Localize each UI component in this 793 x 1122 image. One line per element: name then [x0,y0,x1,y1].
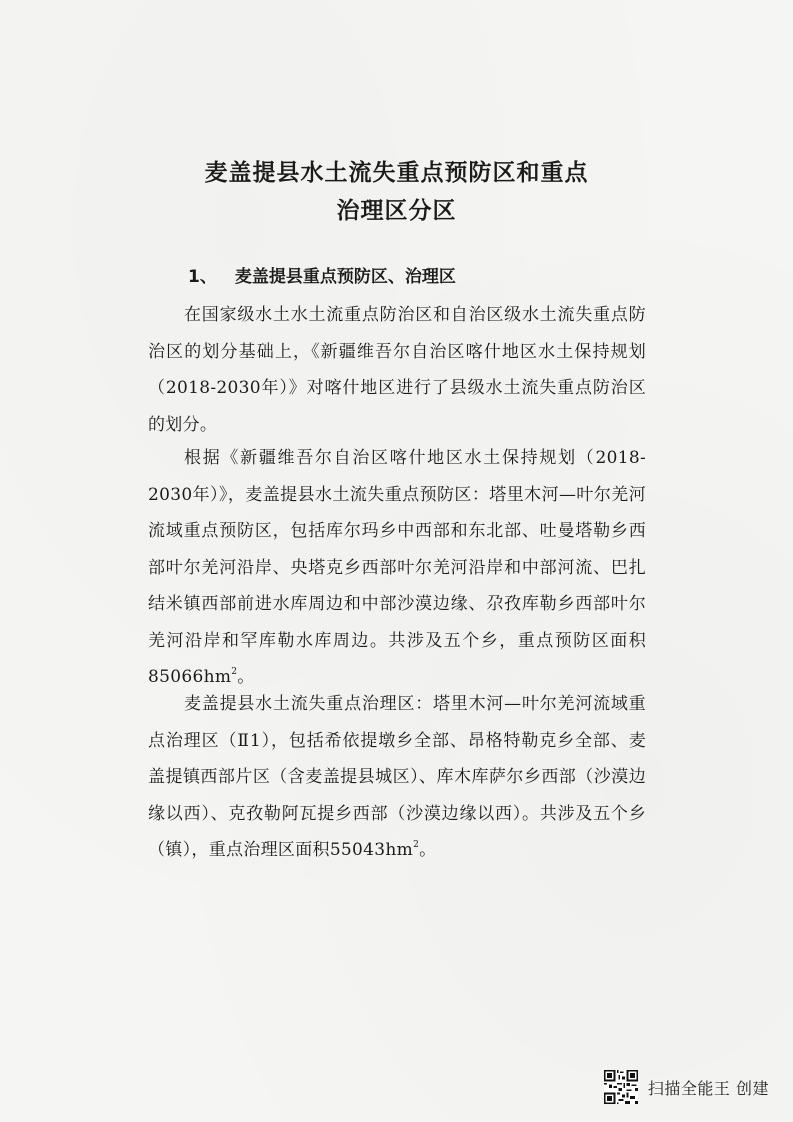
scanner-watermark [604,1070,769,1104]
paragraph-3-area-superscript: 2 [413,840,420,850]
paragraph-3-text: 麦盖提县水土流失重点治理区：塔里木河—叶尔羌河流域重点治理区（Ⅱ1），包括希依提墩乡全部、昂格特勒克乡全部、麦盖提镇西部片区（含麦盖提县城区）、库木库萨尔乡西部（沙漠边缘以西）、克孜勒阿瓦提乡西部（沙漠边缘以西）。共涉及五个乡（镇），重点治理区面积 [148,694,646,860]
paragraph-3-end: 。 [419,840,437,860]
watermark-label: 扫描全能王 创建 [647,1078,769,1098]
paragraph-2 [148,440,646,696]
section-heading [188,262,456,292]
paragraph-1: 在国家级水土水土流重点防治区和自治区级水土流失重点防治区的划分基础上，《新疆维吾尔自治区喀什地区水土保持规划（2018-2030年）》对喀什地区进行了县级水土流失重点防治区的划分。 [148,305,646,435]
section-number: 1、 [188,267,217,287]
paragraph-2-area-superscript: 2 [231,667,238,677]
paragraph-2-end: 。 [237,667,255,687]
qr-code-icon [604,1070,638,1104]
section-heading-text: 麦盖提县重点预防区、治理区 [234,267,456,287]
paragraph-3 [148,686,646,869]
document-title-line1: 麦盖提县水土流失重点预防区和重点 [204,160,589,186]
paragraph-2-text: 根据《新疆维吾尔自治区喀什地区水土保持规划（2018-2030年）》，麦盖提县水土流失重点预防区：塔里木河—叶尔羌河流域重点预防区，包括库尔玛乡中西部和东北部、吐曼塔勒乡西部叶尔羌河沿岸、央塔克乡西部叶尔羌河沿岸和中部河流、巴扎结米镇西部前进水库周边和中部沙漠边缘、尕孜库勒乡西部叶尔羌河沿岸和罕库勒水库周边。共涉及五个乡，重点预防区面积 [148,448,646,651]
paragraph-2-area: 85066hm [148,667,232,687]
document-title-line2: 治理区分区 [336,198,457,224]
paragraph-3-area: 55043hm [329,840,414,860]
